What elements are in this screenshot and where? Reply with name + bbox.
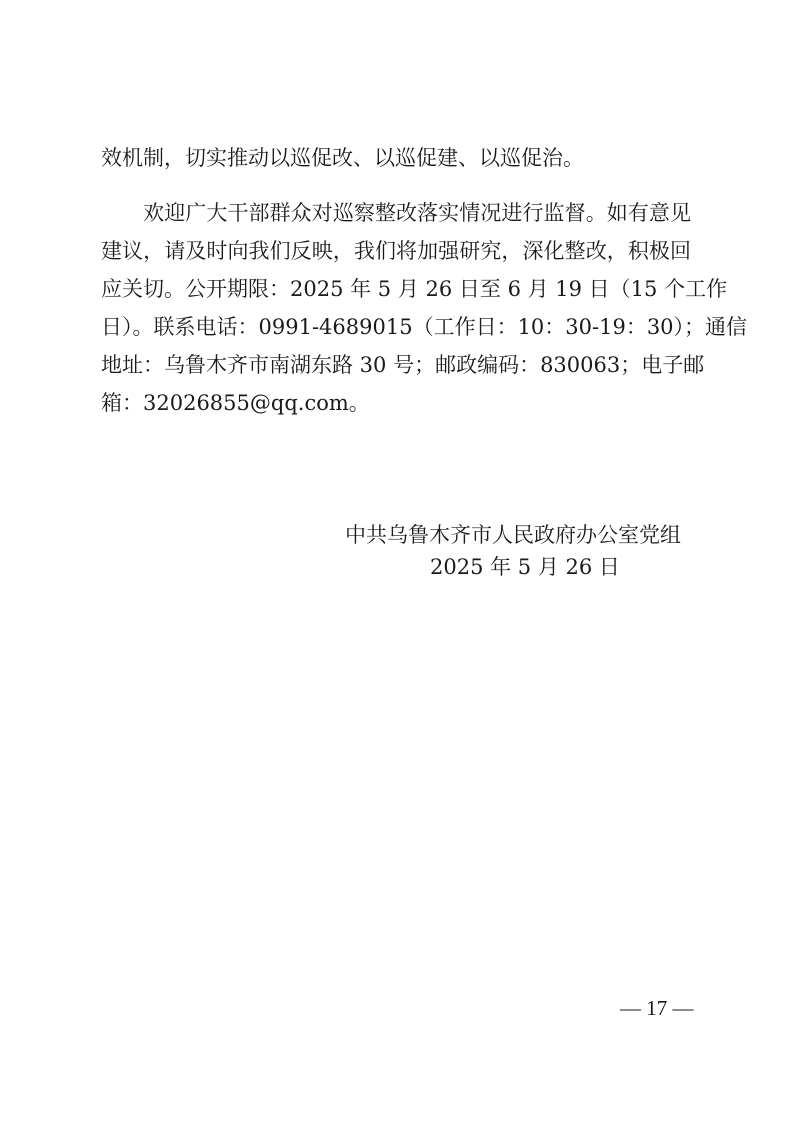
signature-date: 2025 年 5 月 26 日 (430, 555, 620, 579)
body-line-1: 效机制，切实推动以巡促改、以巡促建、以巡促治。 (101, 146, 584, 170)
body-line-5: 日）。联系电话：0991-4689015（工作日：10：30-19：30）；通信 (101, 315, 748, 339)
body-line-4: 应关切。公开期限：2025 年 5 月 26 日至 6 月 19 日（15 个工作 (101, 277, 728, 301)
body-line-3: 建议，请及时向我们反映，我们将加强研究，深化整改，积极回 (101, 239, 691, 263)
signature-organization: 中共乌鲁木齐市人民政府办公室党组 (345, 523, 681, 547)
body-line-6: 地址：乌鲁木齐市南湖东路 30 号；邮政编码：830063；电子邮 (101, 353, 705, 377)
body-line-7: 箱：32026855@qq.com。 (101, 391, 370, 415)
page-number: — 17 — (620, 996, 694, 1020)
body-line-2: 欢迎广大干部群众对巡察整改落实情况进行监督。如有意见 (101, 201, 691, 225)
